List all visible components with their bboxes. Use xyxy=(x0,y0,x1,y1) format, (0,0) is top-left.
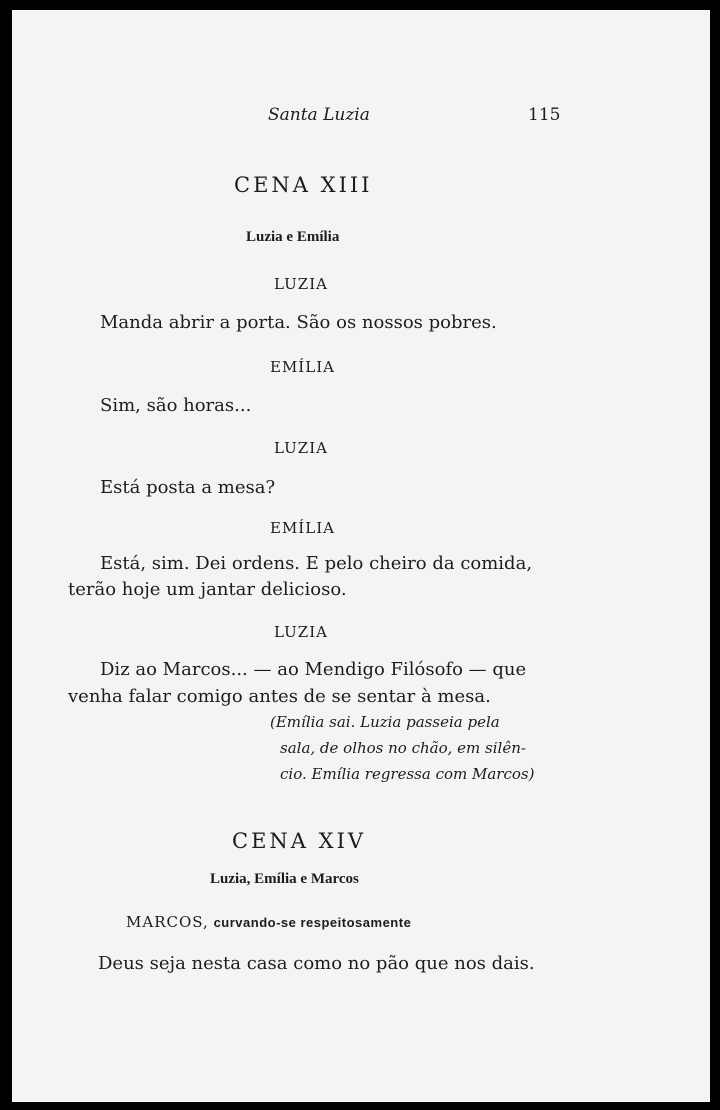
stage-direction: (Emília sai. Luzia passeia pela xyxy=(270,713,500,731)
dialogue-line: Diz ao Marcos... — ao Mendigo Filósofo — que xyxy=(100,659,527,680)
scene-cast: Luzia, Emília e Marcos xyxy=(210,871,359,887)
speaker-direction: curvando-se respeitosamente xyxy=(213,915,412,930)
dialogue-line: Está, sim. Dei ordens. E pelo cheiro da comida, xyxy=(100,553,533,574)
scene-title: CENA XIV xyxy=(232,829,367,853)
book-page xyxy=(12,10,710,1102)
speaker-name: LUZIA xyxy=(274,439,328,457)
speaker-with-direction xyxy=(126,913,411,931)
speaker-name: MARCOS, xyxy=(126,913,209,931)
scene-cast: Luzia e Emília xyxy=(246,229,340,245)
dialogue-line: Deus seja nesta casa como no pão que nos dais. xyxy=(98,953,535,974)
running-title: Santa Luzia xyxy=(268,105,370,125)
dialogue-line: Está posta a mesa? xyxy=(100,477,276,498)
stage-direction: cio. Emília regressa com Marcos) xyxy=(280,765,535,783)
scene-title: CENA XIII xyxy=(234,173,373,197)
page-number: 115 xyxy=(528,105,561,125)
speaker-name: EMÍLIA xyxy=(270,519,335,537)
speaker-name: LUZIA xyxy=(274,275,328,293)
dialogue-line: terão hoje um jantar delicioso. xyxy=(68,579,347,600)
dialogue-line: Manda abrir a porta. São os nossos pobres. xyxy=(100,312,497,333)
speaker-name: LUZIA xyxy=(274,623,328,641)
dialogue-line: Sim, são horas... xyxy=(100,395,252,416)
stage-direction: sala, de olhos no chão, em silên- xyxy=(280,739,526,757)
speaker-name: EMÍLIA xyxy=(270,358,335,376)
dialogue-line: venha falar comigo antes de se sentar à mesa. xyxy=(68,686,491,707)
